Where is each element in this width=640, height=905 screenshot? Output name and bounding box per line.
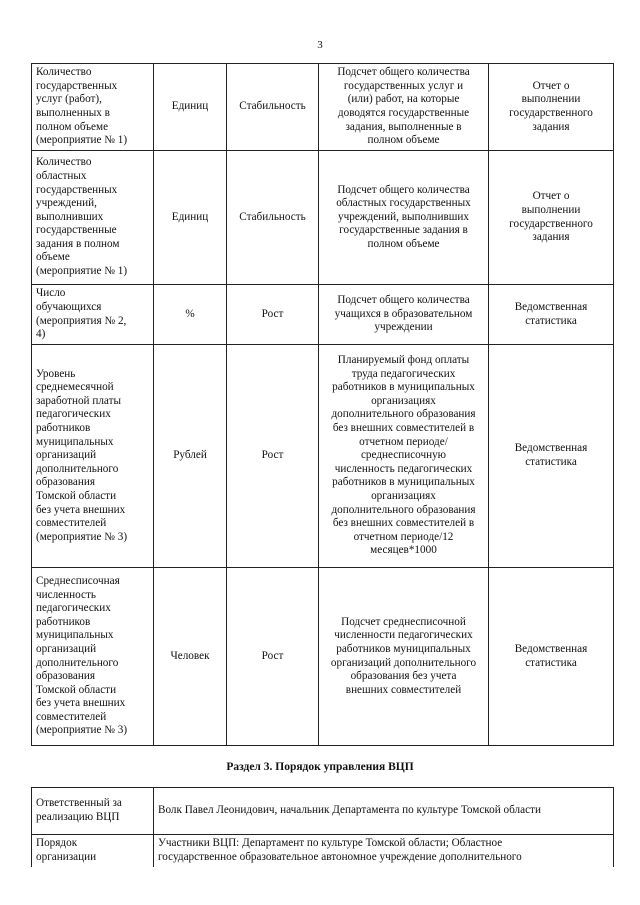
table-row [32, 64, 614, 151]
line: полном объеме [36, 120, 109, 133]
line: государственные [36, 224, 117, 237]
line: учащихся в образовательном [334, 307, 473, 320]
line: совместителей [36, 517, 107, 530]
line: Подсчет общего количества [337, 183, 470, 196]
method-cell [319, 151, 489, 285]
line: работников в муниципальных [332, 476, 475, 489]
management-value-cell [154, 835, 614, 867]
line: выполнивших [36, 210, 104, 223]
line: (или) работ, на которые [347, 93, 460, 106]
line: Ответственный за [36, 797, 122, 810]
line: 4) [36, 328, 46, 341]
method-cell [319, 568, 489, 746]
line: численность педагогических [334, 462, 473, 475]
line: организациях [371, 489, 436, 502]
source-cell [489, 285, 614, 345]
line: организаций [36, 642, 97, 655]
line: организации [36, 850, 97, 863]
line: задания [532, 120, 570, 133]
indicator-name-cell [32, 64, 154, 151]
line: статистика [525, 656, 577, 669]
page-number: 3 [317, 39, 323, 51]
line: Подсчет общего количества [337, 294, 470, 307]
line: без внешних совместителей в [332, 517, 475, 530]
line: труда педагогических [351, 367, 456, 380]
line: государственных [36, 79, 118, 92]
line: Число [36, 287, 66, 300]
line: учреждений, [36, 197, 97, 210]
indicator-name-cell [32, 345, 154, 568]
line: Среднесписочная [36, 574, 120, 587]
line: педагогических [36, 408, 111, 421]
line: государственного [509, 217, 593, 230]
line: муниципальных [36, 435, 114, 448]
line: отчетном периоде/12 [353, 530, 454, 543]
line: образования [36, 670, 96, 683]
line: обучающихся [36, 300, 102, 313]
line: дополнительного образования [331, 503, 476, 516]
line: (мероприятия № 2, [36, 314, 127, 327]
method-cell [319, 345, 489, 568]
line: Подсчет среднесписочной [341, 615, 466, 628]
line: областных государственных [336, 197, 471, 210]
line: государственных [36, 183, 118, 196]
section-heading: Раздел 3. Порядок управления ВЦП [226, 761, 414, 773]
line: объеме [36, 251, 70, 264]
method-cell [319, 285, 489, 345]
line: выполнении [521, 93, 581, 106]
table-row [32, 285, 614, 345]
line: задания в полном [36, 237, 120, 250]
table-row [32, 345, 614, 568]
line: образования [36, 476, 96, 489]
management-label-cell [32, 788, 154, 835]
line: Подсчет общего количества [337, 66, 470, 79]
line: без учета внешних [36, 503, 126, 516]
line: Планируемый фонд оплаты [337, 354, 470, 367]
line: (мероприятие № 1) [36, 134, 128, 147]
unit-cell: % [154, 285, 227, 345]
line: среднемесячной [36, 381, 114, 394]
line: Порядок [36, 837, 78, 849]
line: месяцев*1000 [370, 544, 437, 557]
trend-cell: Рост [227, 568, 319, 746]
line: численность [36, 588, 96, 601]
indicators-table [31, 63, 614, 746]
line: численности педагогических [334, 629, 473, 642]
line: статистика [525, 456, 577, 468]
line: государственного [509, 107, 593, 119]
line: Томской области [36, 683, 117, 696]
source-cell [489, 151, 614, 285]
line: реализацию ВЦП [36, 811, 120, 823]
line: среднесписочную [360, 449, 447, 462]
line: полном объеме [367, 134, 440, 147]
source-cell [489, 345, 614, 568]
line: (мероприятие № 3) [36, 724, 128, 737]
line: Отчет о [532, 79, 570, 92]
line: Ведомственная [514, 300, 588, 313]
indicator-name-cell [32, 285, 154, 345]
line: работников в муниципальных [332, 381, 475, 394]
line: Уровень [36, 367, 76, 380]
table-row [32, 788, 614, 835]
trend-cell: Рост [227, 285, 319, 345]
line: муниципальных [36, 629, 114, 642]
line: задания [532, 231, 570, 244]
line: государственных услуг и [343, 79, 464, 92]
line: Отчет о [532, 190, 570, 203]
line: полном объеме [367, 237, 440, 250]
line: образования без учета [350, 670, 457, 683]
line: работников [36, 422, 91, 435]
indicator-name-cell [32, 151, 154, 285]
line: статистика [525, 314, 577, 327]
line: областных [36, 169, 87, 182]
line: организаций дополнительного [330, 656, 477, 669]
management-table [31, 787, 614, 867]
table-row [32, 568, 614, 746]
trend-cell: Стабильность [227, 151, 319, 285]
line: Томской области [36, 489, 117, 502]
line: Количество [36, 66, 92, 79]
line: Волк Павел Леонидович, начальник Департамента по культуре Томской области [158, 804, 541, 817]
line: дополнительного образования [331, 408, 476, 421]
table-row [32, 835, 614, 867]
line: (мероприятие № 3) [36, 530, 128, 543]
source-cell [489, 568, 614, 746]
line: Количество [36, 156, 92, 169]
table-row [32, 151, 614, 285]
line: дополнительного [36, 462, 119, 475]
line: учреждений, выполнивших [338, 210, 469, 223]
line: работников муниципальных [336, 642, 471, 655]
source-cell [489, 64, 614, 151]
line: заработной платы [36, 394, 121, 407]
line: совместителей [36, 710, 107, 723]
trend-cell: Рост [227, 345, 319, 568]
line: Участники ВЦП: Департамент по культуре Томской области; Областное [158, 837, 503, 849]
management-value-cell [154, 788, 614, 835]
line: дополнительного [36, 656, 119, 669]
management-label-cell [32, 835, 154, 867]
line: без внешних совместителей в [332, 422, 475, 435]
line: выполненных в [36, 107, 110, 119]
line: организациях [371, 394, 436, 407]
line: (мероприятие № 1) [36, 265, 128, 278]
line: учреждении [374, 321, 433, 334]
indicator-name-cell [32, 568, 154, 746]
line: внешних совместителей [345, 683, 462, 696]
line: доводятся государственные [337, 107, 470, 119]
line: без учета внешних [36, 697, 126, 710]
line: работников [36, 615, 91, 628]
line: государственные задания в [339, 224, 468, 237]
method-cell [319, 64, 489, 151]
unit-cell: Рублей [154, 345, 227, 568]
line: организаций [36, 449, 97, 462]
line: педагогических [36, 602, 111, 615]
line: задания, выполненные в [345, 120, 462, 133]
unit-cell: Единиц [154, 151, 227, 285]
line: услуг (работ), [36, 93, 102, 106]
trend-cell: Стабильность [227, 64, 319, 151]
unit-cell: Единиц [154, 64, 227, 151]
line: выполнении [521, 203, 581, 216]
line: Ведомственная [514, 442, 588, 455]
line: Ведомственная [514, 642, 588, 655]
unit-cell: Человек [154, 568, 227, 746]
line: государственное образовательное автономное учреждение дополнительного [158, 850, 522, 863]
line: отчетном периоде/ [359, 435, 448, 448]
